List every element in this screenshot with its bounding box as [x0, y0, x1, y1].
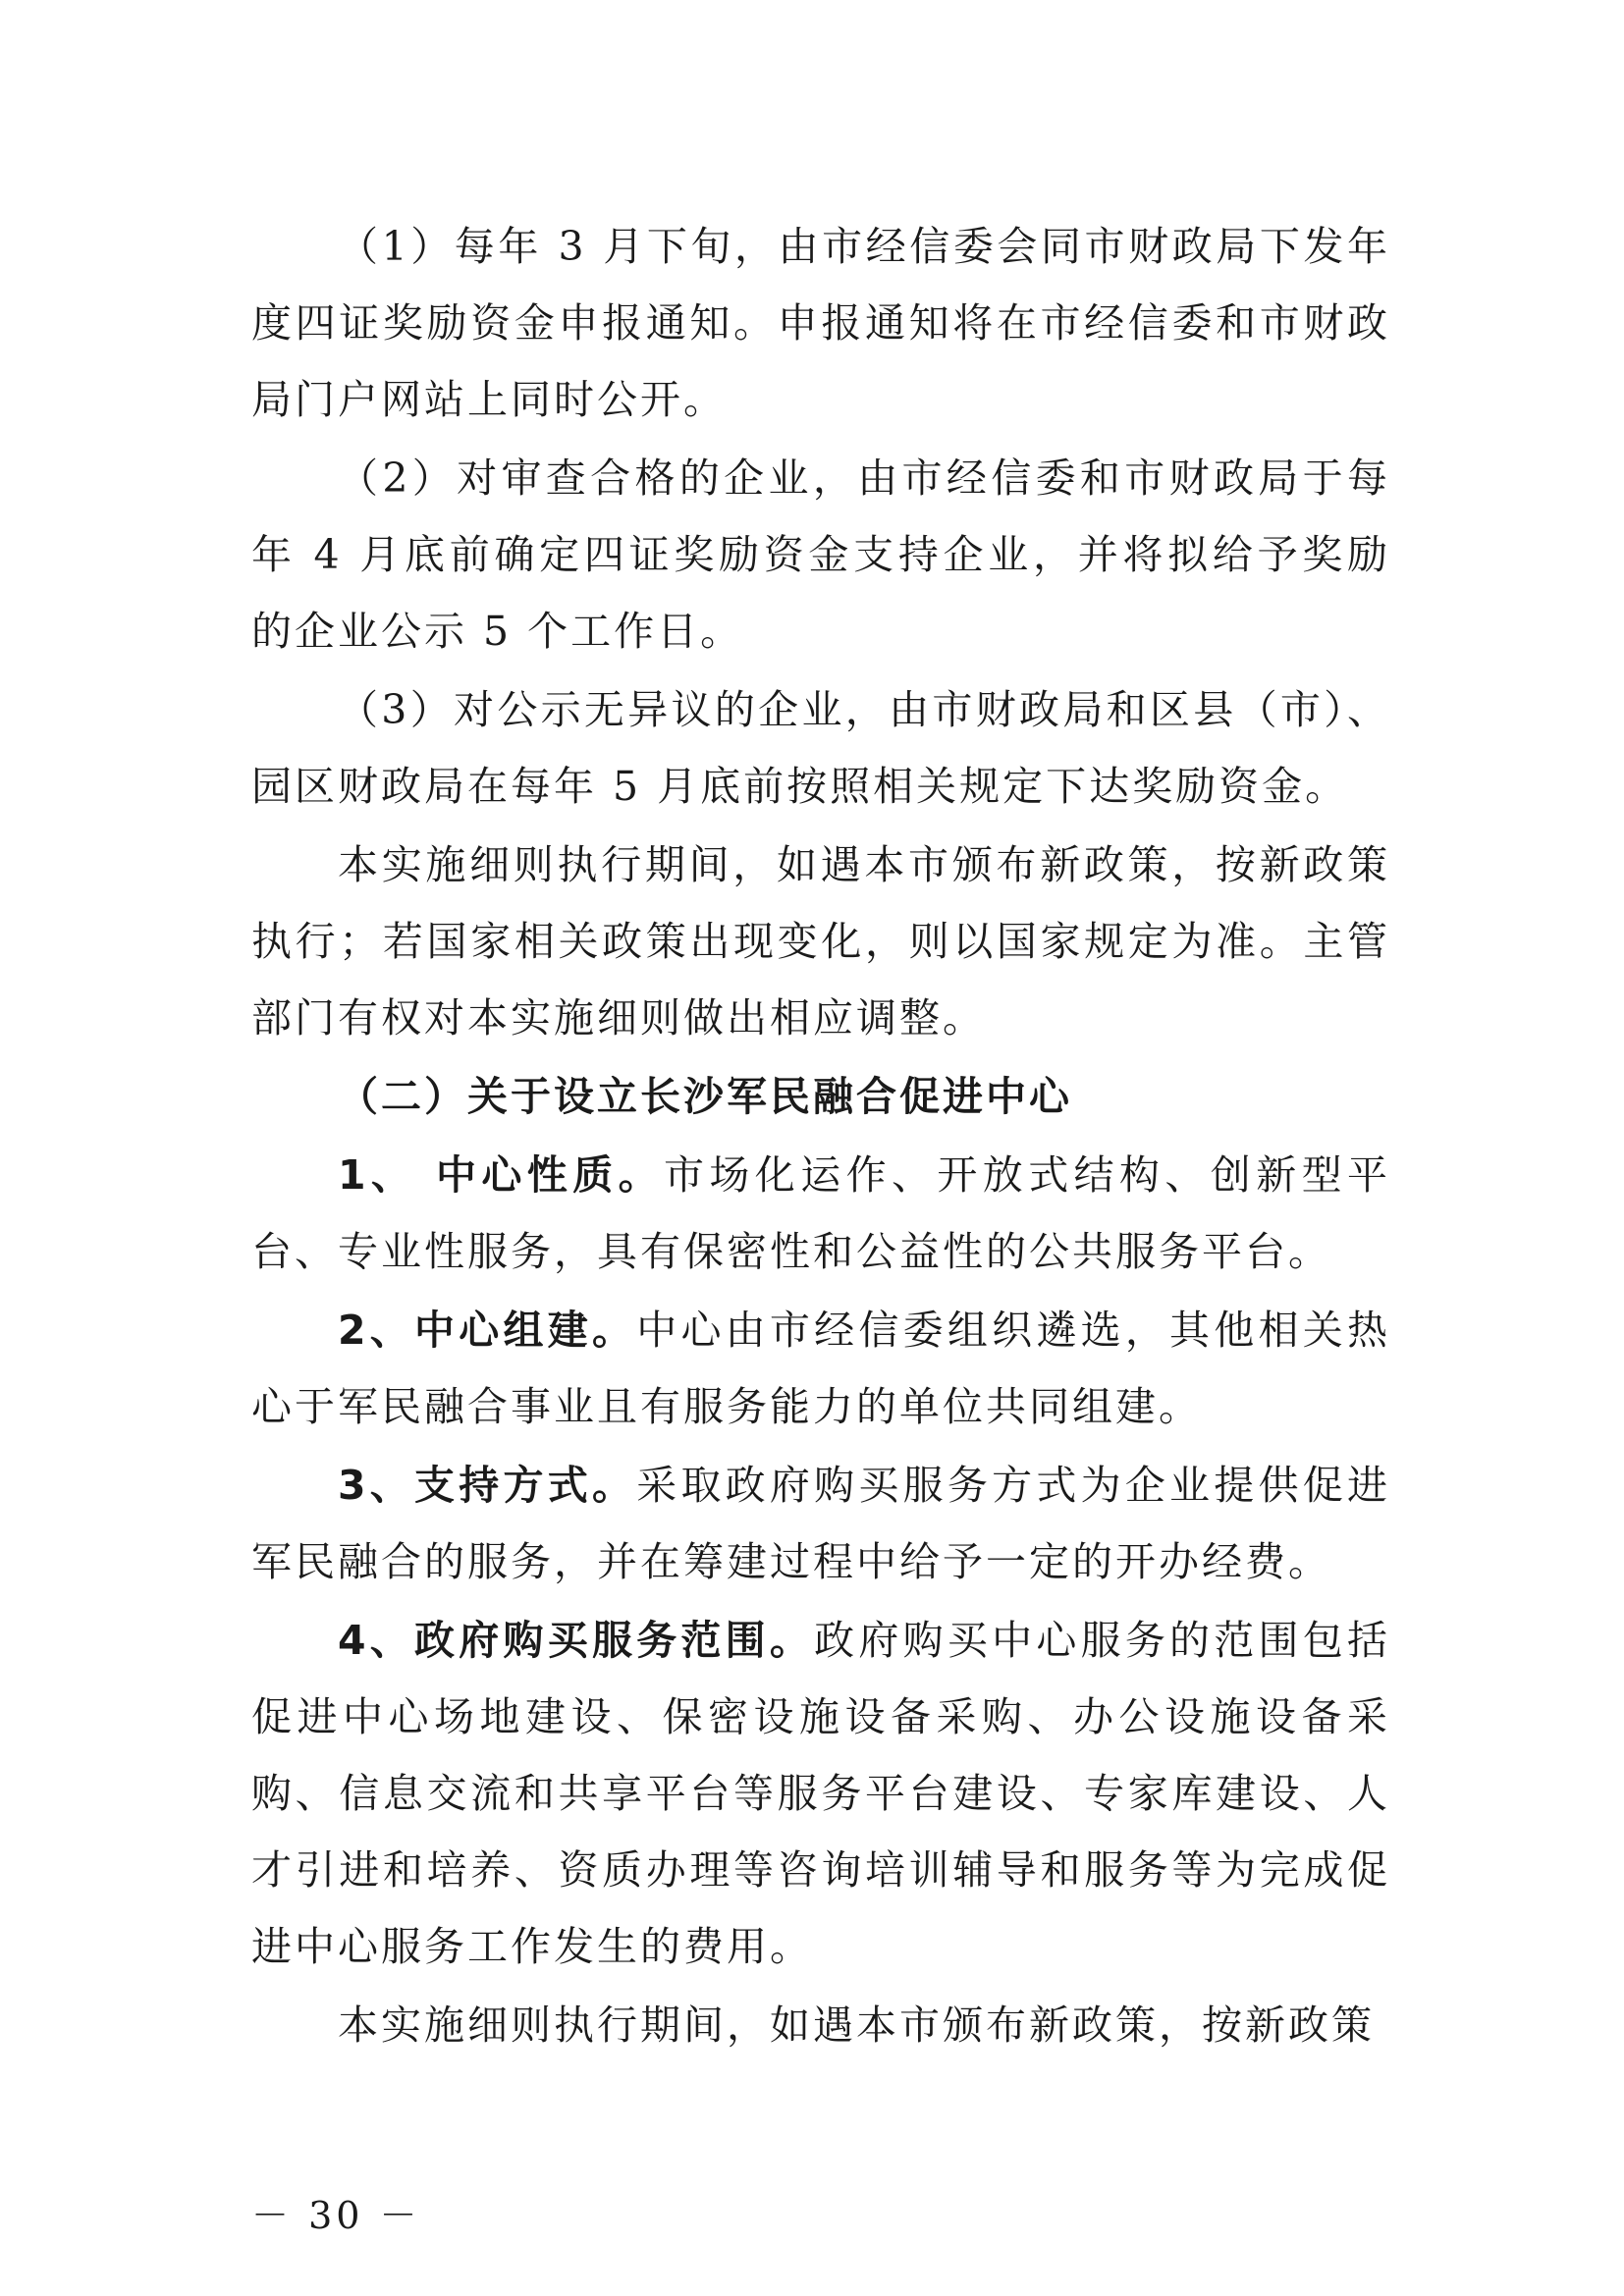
paragraph-item-2 — [251, 440, 1390, 669]
item-lead: 3、支持方式。 — [338, 1462, 637, 1509]
paragraph-item-3 — [251, 671, 1390, 825]
numbered-item-2 — [251, 1292, 1390, 1445]
item-lead: 4、政府购买服务范围。 — [338, 1617, 815, 1664]
section-heading-text: （二）关于设立长沙军民融合促进中心 — [338, 1073, 1072, 1120]
section-heading — [251, 1058, 1390, 1135]
paragraph-implementation-note-2 — [251, 1987, 1390, 2063]
item-text: 政府购买中心服务的范围包括促进中心场地建设、保密设施设备采购、办公设施设备采购、信息交流和共享平台等服务平台建设、专家库建设、人才引进和培养、资质办理等咨询培训辅导和服务等为完成促进中心服务工作发生的费用。 — [251, 1617, 1391, 1970]
item-text: 市场化运作、开放式结构、创新型平台、专业性服务，具有保密性和公益性的公共服务平台。 — [251, 1151, 1390, 1275]
paragraph-text: （2）对审查合格的企业，由市经信委和市财政局于每年 4 月底前确定四证奖励资金支持企业，并将拟给予奖励的企业公示 5 个工作日。 — [251, 454, 1390, 655]
item-lead: 1、 中心性质。 — [338, 1151, 664, 1199]
paragraph-implementation-note — [251, 827, 1390, 1056]
page-number: － 30 － — [251, 2194, 421, 2237]
numbered-item-1 — [251, 1137, 1390, 1290]
paragraph-text: 本实施细则执行期间，如遇本市颁布新政策，按新政策执行；若国家相关政策出现变化，则以国家规定为准。主管部门有权对本实施细则做出相应调整。 — [251, 841, 1390, 1041]
page-body — [251, 208, 1390, 2065]
paragraph-text: （3）对公示无异议的企业，由市财政局和区县（市）、园区财政局在每年 5 月底前按照相关规定下达奖励资金。 — [251, 686, 1390, 810]
numbered-item-3 — [251, 1447, 1390, 1600]
paragraph-text: 本实施细则执行期间，如遇本市颁布新政策，按新政策 — [338, 2002, 1375, 2049]
numbered-item-4 — [251, 1602, 1390, 1985]
paragraph-text: （1）每年 3 月下旬，由市经信委会同市财政局下发年度四证奖励资金申报通知。申报通知将在市经信委和市财政局门户网站上同时公开。 — [251, 223, 1390, 423]
item-text: 中心由市经信委组织遴选，其他相关热心于军民融合事业且有服务能力的单位共同组建。 — [251, 1307, 1391, 1430]
paragraph-item-1 — [251, 208, 1390, 438]
item-lead: 2、中心组建。 — [338, 1307, 637, 1354]
item-text: 采取政府购买服务方式为企业提供促进军民融合的服务，并在筹建过程中给予一定的开办经费。 — [251, 1462, 1391, 1585]
